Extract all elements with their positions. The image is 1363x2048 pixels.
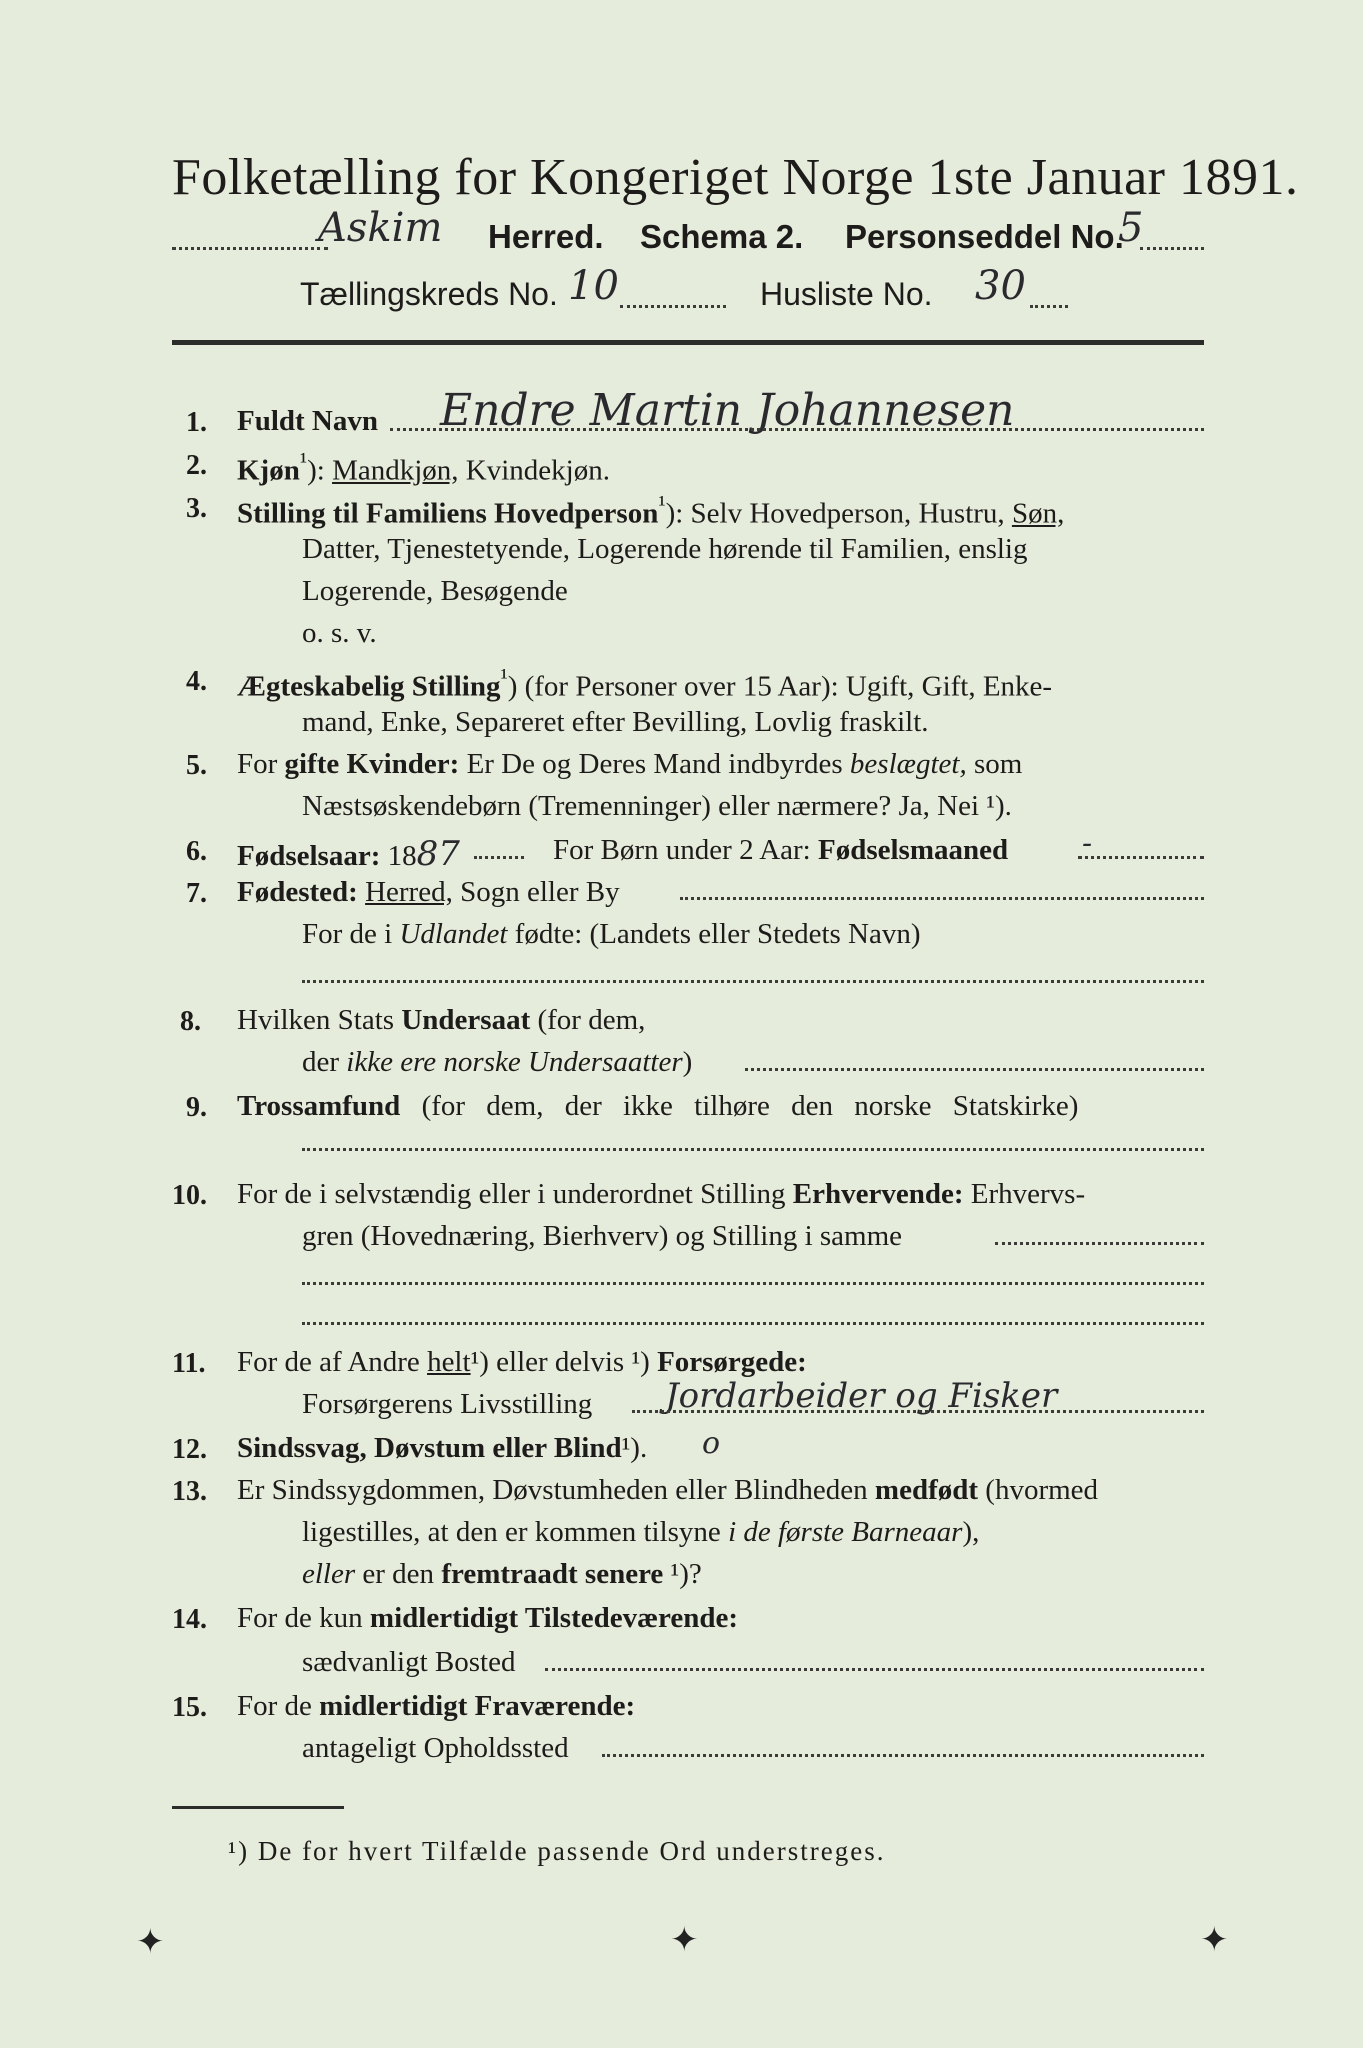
registration-mark-right: ✦ xyxy=(1200,1922,1229,1959)
item-8-line1a: Hvilken Stats xyxy=(237,1004,395,1036)
item-7-line2-italic: Udlandet xyxy=(399,918,508,950)
item-9-number: 9. xyxy=(186,1092,207,1123)
item-13-line1a: Er Sindssygdommen, Døvstumheden eller Blindheden xyxy=(237,1474,868,1506)
item-4-number: 4. xyxy=(186,666,207,697)
item-9-dots xyxy=(302,1148,1204,1151)
item-10-line1c: Erhvervs- xyxy=(970,1178,1086,1210)
item-2-sup: ¹ xyxy=(299,448,308,475)
item-15-dots xyxy=(602,1754,1204,1757)
herred-label: Herred. xyxy=(488,218,604,255)
item-6-year-dots xyxy=(474,856,524,859)
personseddel-value: 5 xyxy=(1118,205,1144,251)
item-1-number: 1. xyxy=(186,407,207,438)
item-13-line1 xyxy=(237,1474,1098,1507)
item-4-label: Ægteskabelig Stilling xyxy=(237,670,501,703)
item-2-line xyxy=(237,448,610,488)
item-6-line-b xyxy=(553,834,1008,867)
husliste-label: Husliste No. xyxy=(760,276,933,312)
item-3-line3: Logerende, Besøgende xyxy=(302,575,568,607)
item-7-blank-dots xyxy=(302,980,1204,983)
item-11-line1 xyxy=(237,1346,807,1379)
footnote: ¹) De for hvert Tilfælde passende Ord understreges. xyxy=(228,1836,886,1866)
item-7-rest: Sogn eller By xyxy=(460,876,620,908)
schema-label: Schema 2. xyxy=(640,218,804,255)
husliste-value: 30 xyxy=(975,263,1026,309)
item-5-number: 5. xyxy=(186,750,207,781)
item-4-line1 xyxy=(237,664,1052,704)
form-title: Folketælling for Kongeriget Norge 1ste Januar 1891. xyxy=(172,149,1299,206)
item-1-label: Fuldt Navn xyxy=(237,405,379,437)
item-14-label: midlertidigt Tilstedeværende: xyxy=(369,1602,739,1634)
personseddel-dots xyxy=(1140,247,1204,250)
item-2-number: 2. xyxy=(186,450,207,481)
item-3-options: ): Selv Hovedperson, Hustru, xyxy=(665,497,1005,530)
item-13-line3a: er den xyxy=(362,1558,435,1590)
item-8-line2a: der xyxy=(302,1046,340,1078)
item-13-line2b: ), xyxy=(962,1516,980,1548)
herred-value: Askim xyxy=(318,205,443,251)
item-5-italic: beslægtet, xyxy=(849,748,967,780)
footnote-rule xyxy=(172,1806,344,1809)
item-13-number: 13. xyxy=(172,1476,207,1507)
item-14-number: 14. xyxy=(172,1604,207,1635)
item-6-label: Fødselsaar: xyxy=(237,840,381,872)
item-3-line1 xyxy=(237,491,1064,531)
item-13-line3c: ¹)? xyxy=(670,1558,702,1590)
item-5-line1 xyxy=(237,748,1022,781)
taellingskreds-label: Tællingskreds No. xyxy=(300,276,558,312)
item-11-line1a: For de af Andre xyxy=(237,1346,420,1378)
item-3-opt-son: Søn, xyxy=(1011,497,1065,530)
item-13-line1c: (hvormed xyxy=(985,1474,1099,1506)
item-8-dots xyxy=(745,1068,1204,1071)
item-1-dots xyxy=(390,428,1204,431)
item-6-month-dots xyxy=(1078,856,1204,859)
item-10-label: Erhvervende: xyxy=(792,1178,964,1210)
item-9-label: Trossamfund xyxy=(237,1090,401,1122)
item-3-line2: Datter, Tjenestetyende, Logerende hørende til Familien, enslig xyxy=(302,533,1028,565)
item-14-dots xyxy=(545,1668,1204,1671)
item-5-label: gifte Kvinder: xyxy=(284,748,460,780)
item-11-label: Forsørgede: xyxy=(657,1346,807,1378)
item-5-end: som xyxy=(973,748,1023,780)
item-10-line2: gren (Hovednæring, Bierhverv) og Stilling i samme xyxy=(302,1220,903,1252)
item-2-colon: ): xyxy=(307,454,325,487)
item-10-line1 xyxy=(237,1178,1085,1211)
item-13-line2 xyxy=(302,1516,979,1549)
item-5-question: Er De og Deres Mand indbyrdes xyxy=(466,748,843,780)
item-13-line3 xyxy=(302,1558,702,1591)
item-3-line4: o. s. v. xyxy=(302,617,377,649)
item-13-line2-italic: i de første Barneaar xyxy=(728,1516,963,1548)
item-7-line2b: fødte: (Landets eller Stedets Navn) xyxy=(514,918,921,950)
item-1-name-value: Endre Martin Johannesen xyxy=(440,385,1015,436)
herred-dots xyxy=(172,247,328,250)
item-12-label: Sindssvag, Døvstum eller Blind xyxy=(237,1432,622,1464)
item-10-line1a: For de i selvstændig eller i underordnet Stilling xyxy=(237,1178,786,1210)
item-11-number: 11. xyxy=(172,1348,206,1379)
item-6-label2: Fødselsmaaned xyxy=(818,834,1009,866)
item-12-number: 12. xyxy=(172,1434,207,1465)
item-7-line1 xyxy=(237,876,620,909)
item-7-line2 xyxy=(302,918,921,951)
item-15-line2: antageligt Opholdssted xyxy=(302,1732,569,1764)
item-6-number: 6. xyxy=(186,836,207,867)
item-13-medfodt: medfødt xyxy=(874,1474,979,1506)
item-5-pre: For xyxy=(237,748,278,780)
item-7-number: 7. xyxy=(186,878,207,909)
item-8-label: Undersaat xyxy=(401,1004,531,1036)
item-7-opt-herred: Herred, xyxy=(365,876,453,908)
item-10-number: 10. xyxy=(172,1180,207,1211)
item-12-value: o xyxy=(702,1426,721,1461)
item-11-value: Jordarbeider og Fisker xyxy=(665,1376,1058,1416)
registration-mark-left: ✦ xyxy=(136,1924,165,1961)
item-15-number: 15. xyxy=(172,1692,207,1723)
item-8-line2 xyxy=(302,1046,692,1079)
item-13-line2a: ligestilles, at den er kommen tilsyne xyxy=(302,1516,721,1548)
item-2-opt-male: Mandkjøn, xyxy=(332,454,459,487)
item-11-helt: helt xyxy=(427,1346,471,1378)
personseddel-label: Personseddel No. xyxy=(845,218,1124,255)
item-12-rest: ¹). xyxy=(621,1432,648,1464)
item-6-prefix: 18 xyxy=(387,840,417,872)
item-4-line2: mand, Enke, Separeret efter Bevilling, Lovlig fraskilt. xyxy=(302,706,929,738)
item-6-line xyxy=(237,834,460,874)
item-4-sup: ¹ xyxy=(500,664,508,691)
item-10-dots xyxy=(995,1242,1204,1245)
item-11-line1b: ¹) eller delvis ¹) xyxy=(470,1346,650,1378)
item-8-line1c: (for dem, xyxy=(537,1004,646,1036)
item-9-line xyxy=(237,1090,1078,1123)
item-8-line2-italic: ikke ere norske Undersaatter xyxy=(346,1046,683,1078)
item-8-number: 8. xyxy=(180,1006,201,1037)
item-11-dots xyxy=(632,1410,1204,1413)
item-10-blank-dots-2 xyxy=(302,1322,1204,1325)
item-8-line2b: ) xyxy=(682,1046,693,1078)
taellingskreds-value: 10 xyxy=(568,263,619,309)
item-14-line1a: For de kun xyxy=(237,1602,363,1634)
item-4-options: ) (for Personer over 15 Aar): Ugift, Gift, Enke- xyxy=(507,670,1053,703)
husliste-dots xyxy=(1030,305,1068,308)
item-3-sup: ¹ xyxy=(658,491,666,518)
item-7-dots xyxy=(680,897,1204,900)
item-2-label: Kjøn xyxy=(237,454,300,487)
item-7-line2a: For de i xyxy=(302,918,393,950)
item-3-label: Stilling til Familiens Hovedperson xyxy=(237,497,659,530)
item-10-blank-dots-1 xyxy=(302,1282,1204,1285)
item-5-line2: Næstsøskendebørn (Tremenninger) eller nærmere? Ja, Nei ¹). xyxy=(302,790,1012,822)
header-rule xyxy=(172,340,1204,345)
item-9-rest: (for dem, der ikke tilhøre den norske Statskirke) xyxy=(421,1090,1079,1122)
item-6-mid: For Børn under 2 Aar: xyxy=(553,834,811,866)
item-6-month-value: - xyxy=(1082,826,1093,861)
item-11-line2: Forsørgerens Livsstilling xyxy=(302,1388,593,1420)
item-13-senere: fremtraadt senere xyxy=(441,1558,664,1590)
taellingskreds-dots xyxy=(620,305,726,308)
item-8-line1 xyxy=(237,1004,645,1037)
item-13-line3-italic: eller xyxy=(302,1558,356,1590)
item-14-line2: sædvanligt Bosted xyxy=(302,1646,516,1678)
item-15-line1a: For de xyxy=(237,1690,312,1722)
item-2-opt-female: Kvindekjøn. xyxy=(465,454,610,487)
item-3-number: 3. xyxy=(186,493,207,524)
item-12-line xyxy=(237,1432,647,1465)
item-6-year-value: 87 xyxy=(416,834,460,874)
item-15-label: midlertidigt Fraværende: xyxy=(319,1690,636,1722)
item-15-line1 xyxy=(237,1690,635,1723)
registration-mark-center: ✦ xyxy=(670,1922,699,1959)
item-7-label: Fødested: xyxy=(237,876,358,908)
item-14-line1 xyxy=(237,1602,738,1635)
